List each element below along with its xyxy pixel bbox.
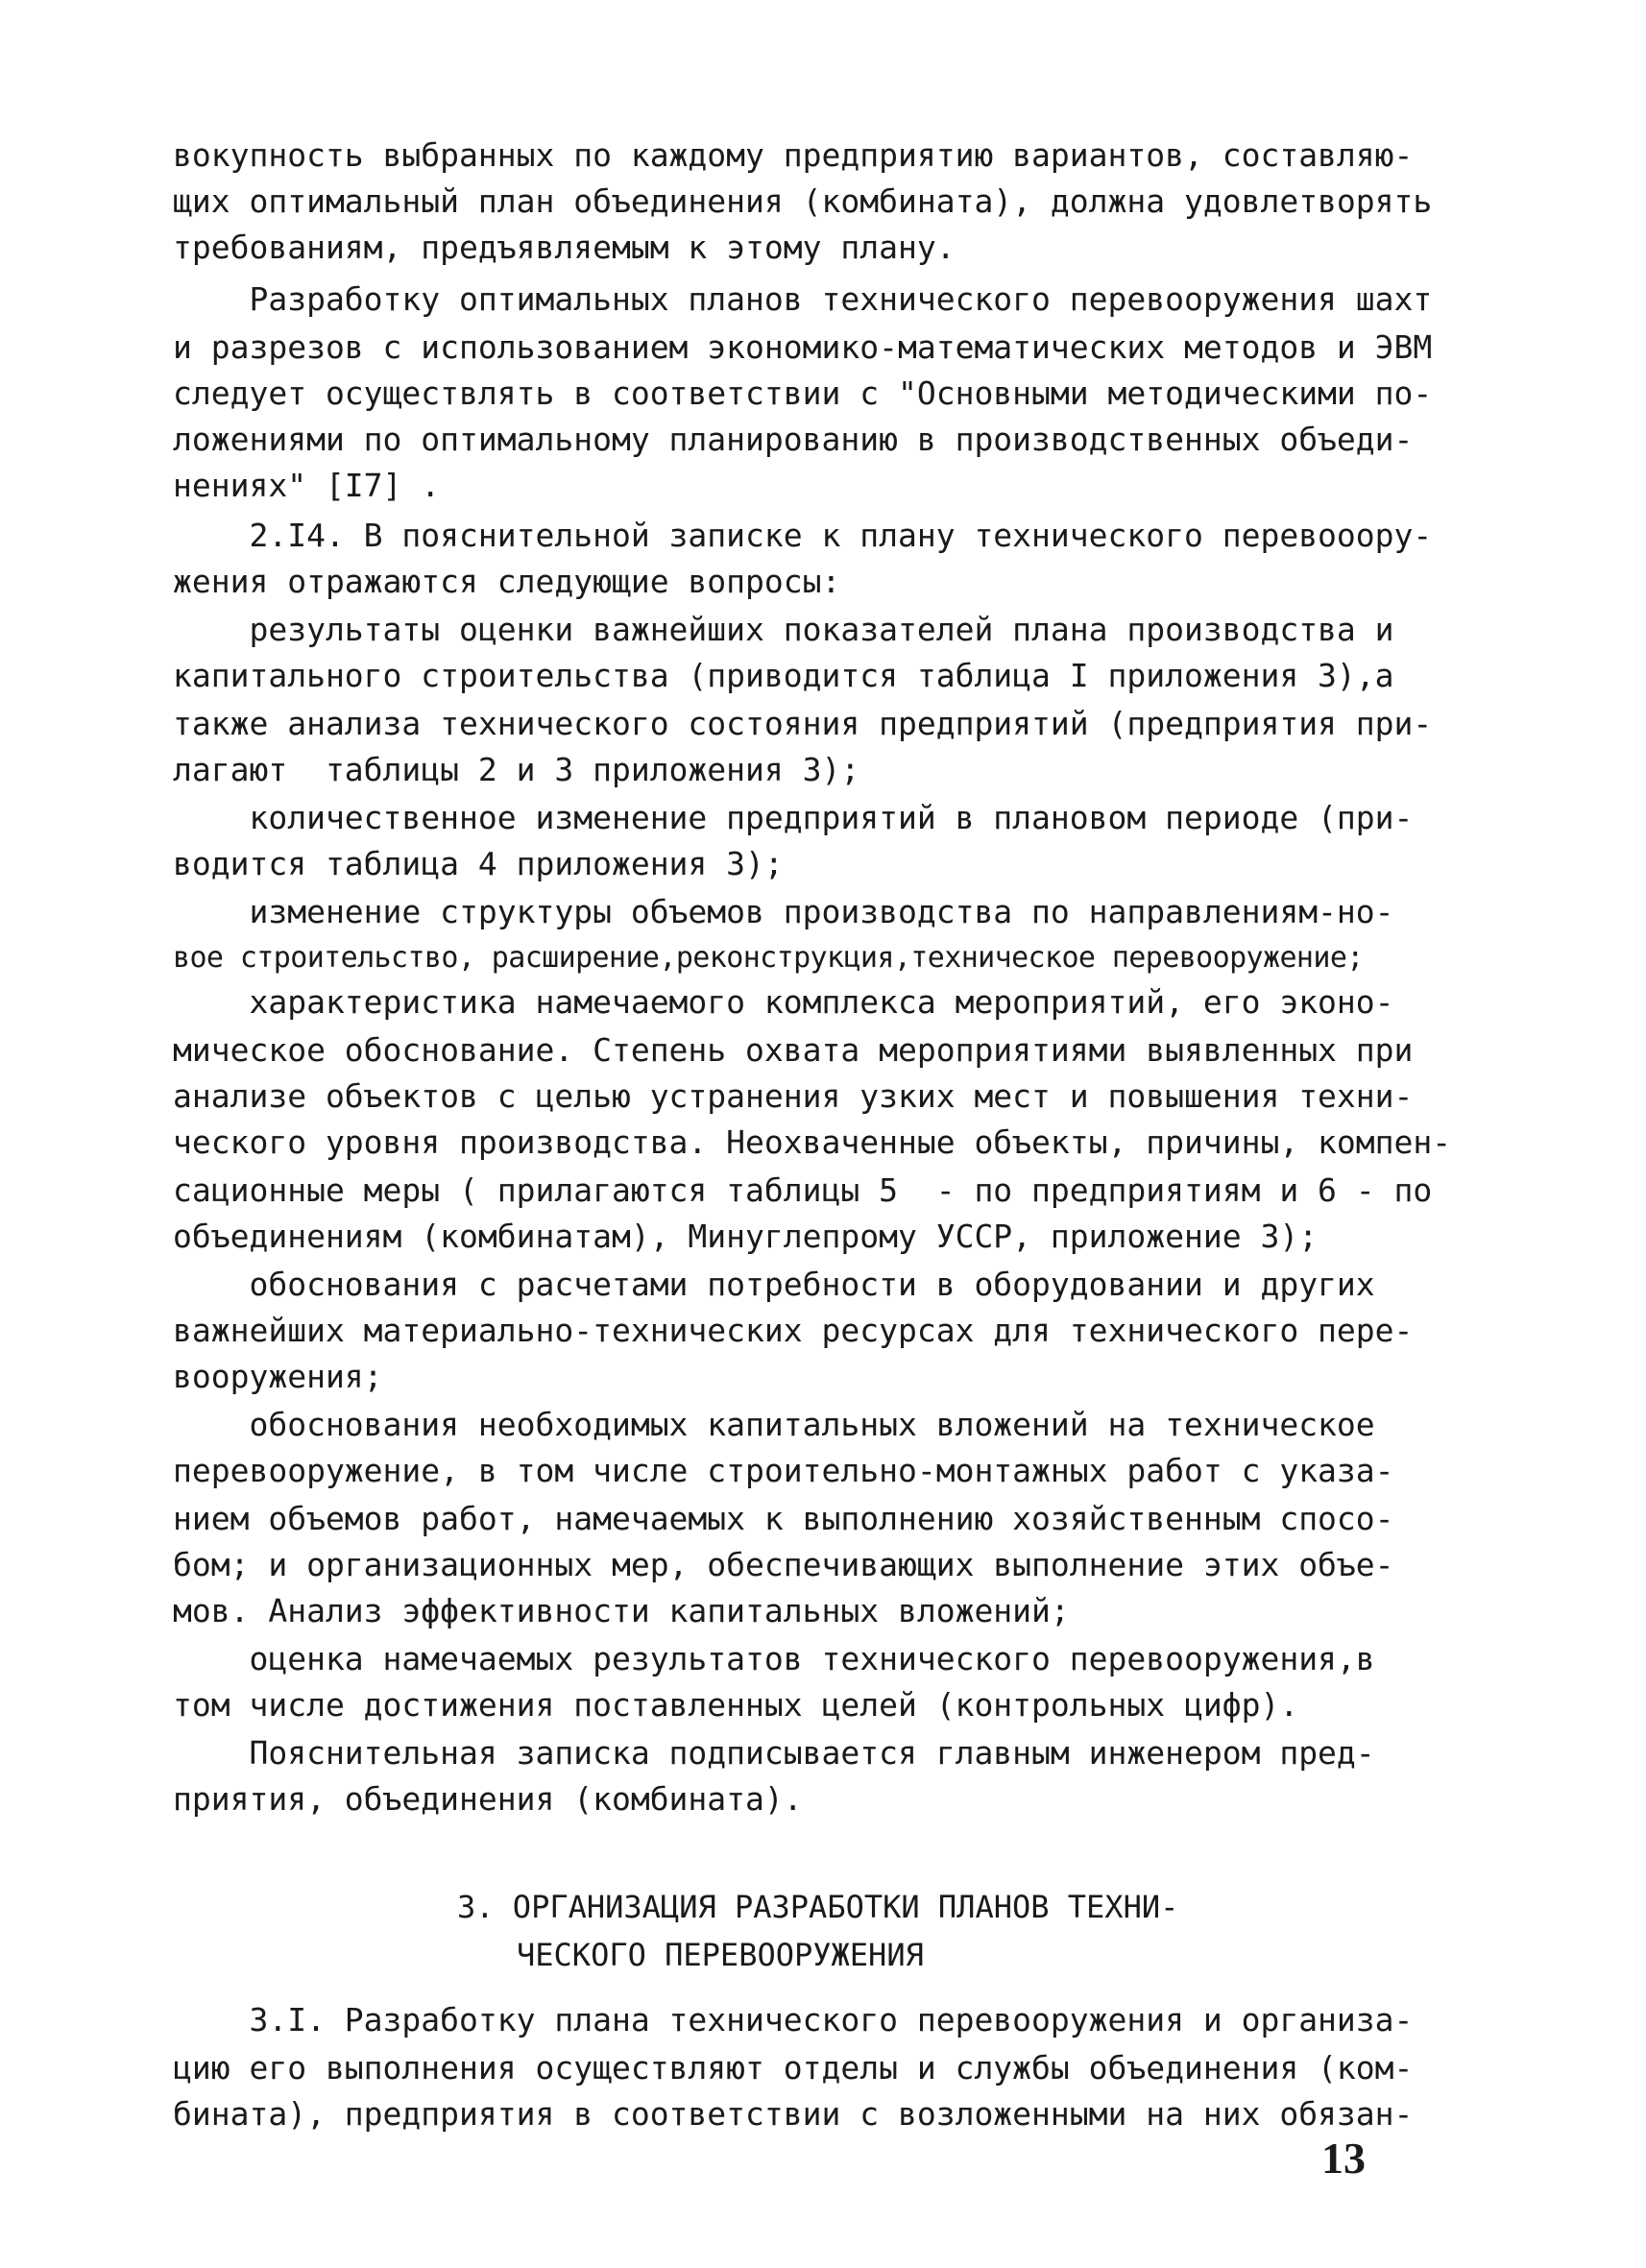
text-line: нием объемов работ, намечаемых к выполнению хозяйственным спосо- [173,1500,1394,1537]
text-line: характеристика намечаемого комплекса мероприятий, его эконо- [173,983,1394,1021]
text-line: бината), предприятия в соответствии с возложенными на них обязан- [173,2095,1414,2133]
text-line: изменение структуры объемов производства по направлениям-но- [173,893,1394,930]
text-line: цию его выполнения осуществляют отделы и службы объединения (ком- [173,2049,1414,2087]
text-line: обоснования с расчетами потребности в оборудовании и других [173,1266,1375,1303]
text-line: жения отражаются следующие вопросы: [173,563,841,600]
text-line: обоснования необходимых капитальных вложений на техническое [173,1406,1375,1443]
text-line: ческого уровня производства. Неохваченные объекты, причины, компен- [173,1123,1452,1161]
text-line: 2.I4. В пояснительной записке к плану технического перевооору- [173,517,1433,554]
section-heading-line: ЧЕСКОГО ПЕРЕВООРУЖЕНИЯ [517,1937,924,1973]
text-line: мическое обоснование. Степень охвата мероприятиями выявленных при [173,1031,1414,1069]
text-line: Пояснительная записка подписывается главным инженером пред- [173,1734,1375,1772]
text-line: и разрезов с использованием экономико-математических методов и ЭВМ [173,328,1433,366]
text-line: ложениями по оптимальному планированию в производственных объеди- [173,421,1414,458]
text-line: щих оптимальный план объединения (комбината), должна удовлетворять [173,182,1433,220]
section-heading-line: 3. ОРГАНИЗАЦИЯ РАЗРАБОТКИ ПЛАНОВ ТЕХНИ- [457,1889,1179,1925]
text-line: Разработку оптимальных планов технического перевооружения шахт [173,280,1433,318]
text-line: требованиям, предъявляемым к этому плану. [173,229,956,266]
text-line: перевооружение, в том числе строительно-монтажных работ с указа- [173,1452,1394,1489]
text-line: мов. Анализ эффективности капитальных вложений; [173,1592,1070,1629]
text-line: важнейших материально-технических ресурсах для технического пере- [173,1312,1414,1349]
text-line: анализе объектов с целью устранения узких мест и повышения техни- [173,1077,1414,1115]
text-line: приятия, объединения (комбината). [173,1780,803,1818]
text-line: том числе достижения поставленных целей (контрольных цифр). [173,1686,1299,1724]
page-number: 13 [1321,2134,1366,2183]
text-line: объединениям (комбинатам), Минуглепрому УССР, приложение 3); [173,1218,1319,1255]
text-line: вооружения; [173,1358,383,1395]
text-line: водится таблица 4 приложения 3); [173,845,784,882]
text-line: 3.I. Разработку плана технического перевооружения и организа- [173,2001,1414,2039]
text-line: лагают таблицы 2 и 3 приложения 3); [173,751,860,788]
text-line: бом; и организационных мер, обеспечивающих выполнение этих объе- [173,1546,1394,1583]
text-line: также анализа технического состояния предприятий (предприятия при- [173,705,1433,742]
text-line: количественное изменение предприятий в плановом периоде (при- [173,799,1414,836]
text-line: оценка намечаемых результатов технического перевооружения,в [173,1640,1375,1677]
text-line: капитального строительства (приводится таблица I приложения 3),а [173,657,1394,694]
text-line: сационные меры ( прилагаются таблицы 5 - по предприятиям и 6 - по [173,1171,1433,1209]
text-line: результаты оценки важнейших показателей плана производства и [173,611,1394,648]
text-line: следует осуществлять в соответствии с "Основными методическими по- [173,374,1433,412]
text-line: вокупность выбранных по каждому предприятию вариантов, составляю- [173,136,1414,174]
text-line: вое строительство, расширение,реконструкция,техническое перевооружение; [173,941,1364,975]
text-line: нениях" [I7] . [173,467,441,504]
